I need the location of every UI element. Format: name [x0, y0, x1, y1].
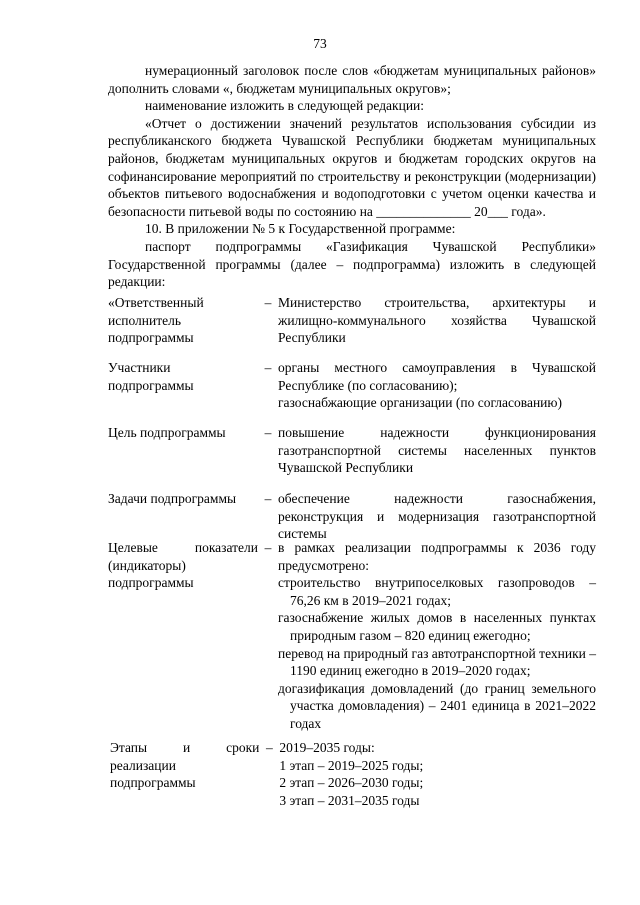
value-line: Министерство строительства, архитектуры и жилищно-коммунального хозяйства Чувашской Республики — [278, 295, 596, 346]
paragraph: 10. В приложении № 5 к Государственной программе: — [145, 221, 456, 237]
passport-label: Задачи подпрограммы — [108, 491, 237, 506]
value-line: газоснабжение жилых домов в населенных пунктах природным газом – 820 единиц ежегодно; — [278, 610, 596, 643]
passport-row-indicators — [108, 539, 596, 733]
passport-row-tasks — [108, 490, 596, 543]
value-line: перевод на природный газ автотранспортной техники – 1190 единиц ежегодно в 2019–2020 годах; — [278, 645, 596, 679]
passport-row-participants — [108, 359, 596, 412]
passport-label: Целевые показатели (индикаторы) подпрограммы — [108, 540, 258, 591]
passport-row-goal — [108, 424, 596, 477]
value-line: обеспечение надежности газоснабжения, реконструкция и модернизация газотранспортной системы — [278, 491, 596, 542]
dash-separator: – — [264, 425, 272, 440]
passport-value — [278, 294, 596, 347]
passport-label: Цель подпрограммы — [108, 425, 226, 440]
paragraph: нумерационный заголовок после слов «бюджетам муниципальных районов» дополнить словами «, бюджетам муниципальных округов»; — [108, 63, 596, 96]
dash-separator: – — [264, 360, 272, 375]
passport-value — [278, 539, 596, 733]
paragraph: паспорт подпрограммы «Газификация Чувашской Республики» Государственной программы (далее – подпрограмма) изложить в следующей редакции: — [108, 238, 596, 290]
paragraph: «Отчет о достижении значений результатов использования субсидии из республиканского бюджета Чувашской Республики бюджетам муниципальных районов, бюджетам муниципальных округов и бюджетам городских округов на софинансирование мероприятий по строительству и реконструкции (модернизации) объектов питьевого водоснабжения и водоподготовки с учетом оценки качества и безопасности питьевой воды по состоянию на ______________ 20___ года». — [108, 115, 596, 219]
passport-label: Участники подпрограммы — [108, 360, 194, 393]
value-line: 2 этап – 2026–2030 годы; — [279, 775, 424, 791]
value-line: в рамках реализации подпрограммы к 2036 году предусмотрено: — [278, 540, 596, 573]
dash-separator: – — [264, 295, 272, 310]
body-text — [108, 62, 596, 291]
value-line: газоснабжающие организации (по согласованию) — [278, 395, 562, 411]
paragraph: наименование изложить в следующей редакции: — [145, 98, 425, 114]
value-line: 2019–2035 годы: — [279, 740, 375, 755]
dash-separator: – — [264, 491, 272, 506]
passport-label: «Ответственный исполнитель подпрограммы — [108, 295, 204, 346]
value-line: строительство внутрипоселковых газопроводов – 76,26 км в 2019–2021 годах; — [278, 575, 596, 608]
passport-value — [278, 359, 596, 412]
value-line: догазификация домовладений (до границ земельного участка домовладения) – 2401 единица в 2021–2022 годах — [278, 680, 596, 731]
page-number: 73 — [313, 36, 327, 51]
passport-row-responsible — [108, 294, 596, 347]
value-line: 3 этап – 2031–2035 годы — [279, 792, 420, 808]
value-line: органы местного самоуправления в Чувашской Республике (по согласованию); — [278, 360, 596, 393]
dash-separator: – — [264, 540, 272, 555]
passport-value — [279, 739, 596, 809]
passport-value — [278, 490, 596, 543]
value-line: повышение надежности функционирования газотранспортной системы населенных пунктов Чувашской Республики — [278, 425, 596, 476]
passport-value — [278, 424, 596, 477]
dash-separator: – — [265, 740, 273, 755]
passport-label: Этапы и сроки реализации подпрограммы — [110, 740, 260, 791]
value-line: 1 этап – 2019–2025 годы; — [279, 757, 424, 773]
passport-row-stages — [108, 739, 596, 809]
